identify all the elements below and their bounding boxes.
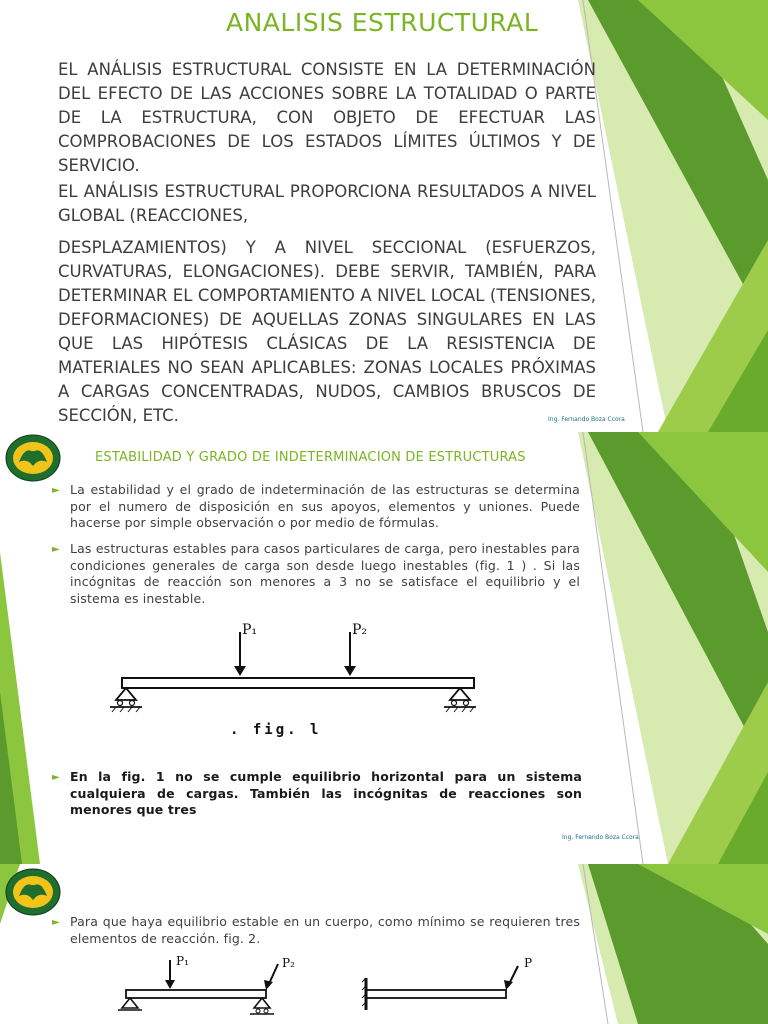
load-label-p2: P₂: [352, 622, 368, 638]
green-corner-decoration: [578, 864, 768, 1024]
bullet-fig1-conclusion: En la fig. 1 no se cumple equilibrio horizontal para un sistema cualquiera de cargas. También las incógnitas de reacciones son menores que tres: [70, 769, 582, 817]
bullet-arrow-icon: ►: [52, 917, 60, 928]
bullet-arrow-icon: ►: [52, 544, 60, 555]
slide-2: [0, 432, 768, 864]
paragraph-definition: EL ANÁLISIS ESTRUCTURAL CONSISTE EN LA DETERMINACIÓN DEL EFECTO DE LAS ACCIONES SOBRE LA TOTALIDAD O PARTE DE LA ESTRUCTURA, CON OBJETO DE EFECTUAR LAS COMPROBACIONES DE LOS ESTADOS LÍMITES ÚLTIMOS Y DE SERVICIO.: [58, 60, 596, 175]
figure-1-caption: . fig. l: [230, 722, 322, 738]
green-corner-decoration: [578, 432, 768, 864]
paragraph-results: EL ANÁLISIS ESTRUCTURAL PROPORCIONA RESULTADOS A NIVEL GLOBAL (REACCIONES,: [58, 182, 596, 225]
left-green-decoration: [0, 432, 60, 864]
university-logo: [5, 434, 61, 482]
slide-1: [0, 0, 768, 432]
green-corner-decoration: [578, 0, 768, 432]
author-credit: Ing. Fernando Boza Ccora: [562, 834, 639, 841]
section-title: ESTABILIDAD Y GRADO DE INDETERMINACION DE ESTRUCTURAS: [95, 450, 526, 465]
slide-3: [0, 864, 768, 1024]
bullet-arrow-icon: ►: [52, 485, 60, 496]
bullet-unstable-text: Las estructuras estables para casos particulares de carga, pero inestables para condiciones generales de carga son desde luego inestables (fig. 1 ) . Si las incógnitas de reacción son menores a 3 no se satisface el equilibrio y el sistema es inestable.: [70, 541, 580, 606]
load-label-p1: P₁: [242, 622, 258, 638]
bullet-arrow-icon: ►: [52, 772, 60, 783]
load-label-p: P: [524, 956, 533, 970]
load-label-p2: P₂: [282, 956, 295, 970]
bullet-equilibrium-text: Para que haya equilibrio estable en un cuerpo, como mínimo se requieren tres elementos de reacción. fig. 2.: [70, 914, 580, 946]
figure-1-beam-diagram: [110, 620, 490, 720]
slide-title: ANALISIS ESTRUCTURAL: [226, 8, 539, 37]
paragraph-results-continued: DESPLAZAMIENTOS) Y A NIVEL SECCIONAL (ESFUERZOS, CURVATURAS, ELONGACIONES). DEBE SERVIR, TAMBIÉN, PARA DETERMINAR EL COMPORTAMIENTO A NIVEL LOCAL (TENSIONES, DEFORMACIONES) DE AQUELLAS ZONAS SINGULARES EN LAS QUE LAS HIPÓTESIS CLÁSICAS DE LA RESISTENCIA DE MATERIALES NO SEAN APLICABLES: ZONAS LOCALES PRÓXIMAS A CARGAS CONCENTRADAS, NUDOS, CAMBIOS BRUSCOS DE SECCIÓN, ETC.: [58, 238, 596, 425]
bullet-stability-text: La estabilidad y el grado de indeterminación de las estructuras se determina por el numero de disposición en sus apoyos, elementos y uniones. Puede hacerse por simple observación o por medio de fórmulas.: [70, 482, 580, 530]
load-label-p1: P₁: [176, 954, 189, 968]
author-credit: Ing. Fernando Boza Ccora: [548, 416, 625, 423]
figure-2-beam-diagrams: [118, 960, 538, 1024]
university-logo: [5, 868, 61, 916]
